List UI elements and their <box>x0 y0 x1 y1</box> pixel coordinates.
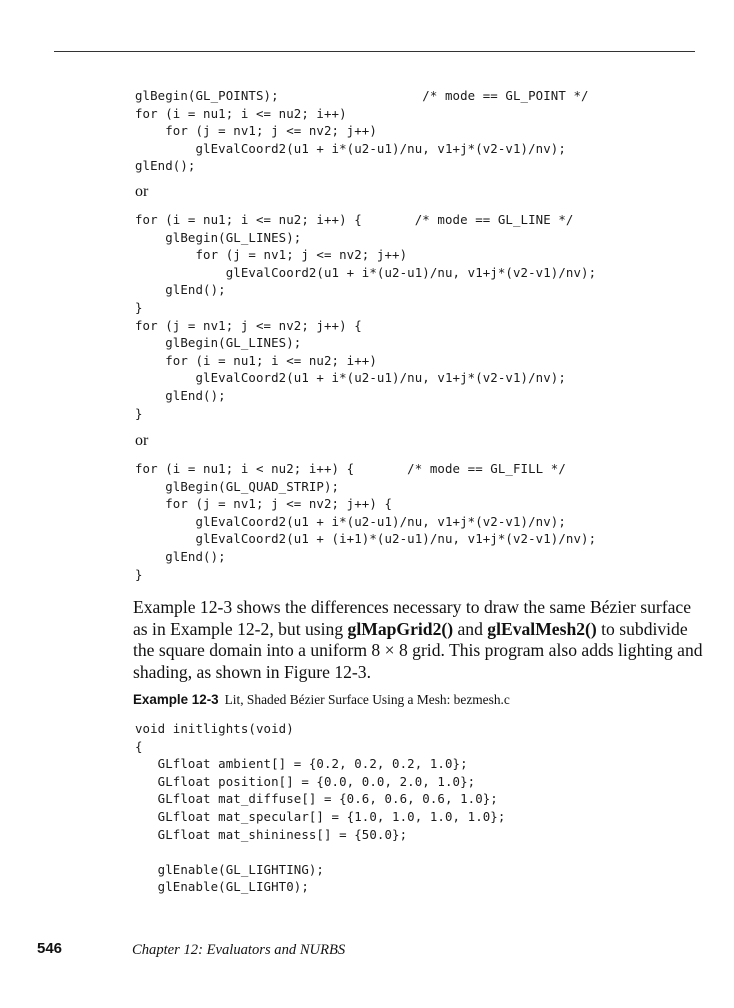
body-paragraph <box>133 597 703 683</box>
header-rule <box>54 51 695 52</box>
paragraph-text: Example 12-3 shows the differences necessary to draw the same Bézier surface as in Example 12-2, but using <box>133 597 692 639</box>
paragraph-text: to subdivide the square domain into a uniform 8 × 8 grid. This program also adds lighting and shading, as shown in Figure 12-3. <box>133 618 703 682</box>
chapter-title: Chapter 12: Evaluators and NURBS <box>132 942 346 958</box>
example-label: Example 12-3 <box>133 692 219 707</box>
function-name: glEvalMesh2() <box>487 618 597 639</box>
example-caption <box>133 692 510 708</box>
or-separator: or <box>135 432 149 449</box>
function-name: glMapGrid2() <box>347 618 454 639</box>
example-title: Lit, Shaded Bézier Surface Using a Mesh: bezmesh.c <box>224 692 510 707</box>
code-block-points: glBegin(GL_POINTS); /* mode == GL_POINT */ for (i = nu1; i <= nu2; i++) for (j = nv1; j <= nv2; j++) glEvalCoord2(u1 + i*(u2-u1)/nu, v1+j*(v2-v1)/nv); glEnd(); <box>135 88 589 174</box>
page-number: 546 <box>37 940 63 957</box>
code-block-fill: for (i = nu1; i < nu2; i++) { /* mode == GL_FILL */ glBegin(GL_QUAD_STRIP); for (j = nv1; j <= nv2; j++) { glEvalCoord2(u1 + i*(u2-u1)/nu, v1+j*(v2-v1)/nv); glEvalCoord2(u1 + (i+1)*(u2-u1)/nu, v1+j*(v2-v1)/nv); glEnd(); } <box>135 461 597 582</box>
or-separator: or <box>135 183 149 200</box>
example-code-block: void initlights(void) { GLfloat ambient[] = {0.2, 0.2, 0.2, 1.0}; GLfloat position[] = {0.0, 0.0, 2.0, 1.0}; GLfloat mat_diffuse[] = {0.6, 0.6, 0.6, 1.0}; GLfloat mat_specular[] = {1.0, 1.0, 1.0, 1.0}; GLfloat mat_shininess[] = {50.0}; glEnable(GL_LIGHTING); glEnable(GL_LIGHT0); <box>135 721 506 895</box>
paragraph-text: and <box>453 618 488 639</box>
code-block-lines: for (i = nu1; i <= nu2; i++) { /* mode == GL_LINE */ glBegin(GL_LINES); for (j = nv1; j <= nv2; j++) glEvalCoord2(u1 + i*(u2-u1)/nu, v1+j*(v2-v1)/nv); glEnd(); } for (j = nv1; j <= nv2; j++) { glBegin(GL_LINES); for (i = nu1; i <= nu2; i++) glEvalCoord2(u1 + i*(u2-u1)/nu, v1+j*(v2-v1)/nv); glEnd(); } <box>135 212 597 421</box>
